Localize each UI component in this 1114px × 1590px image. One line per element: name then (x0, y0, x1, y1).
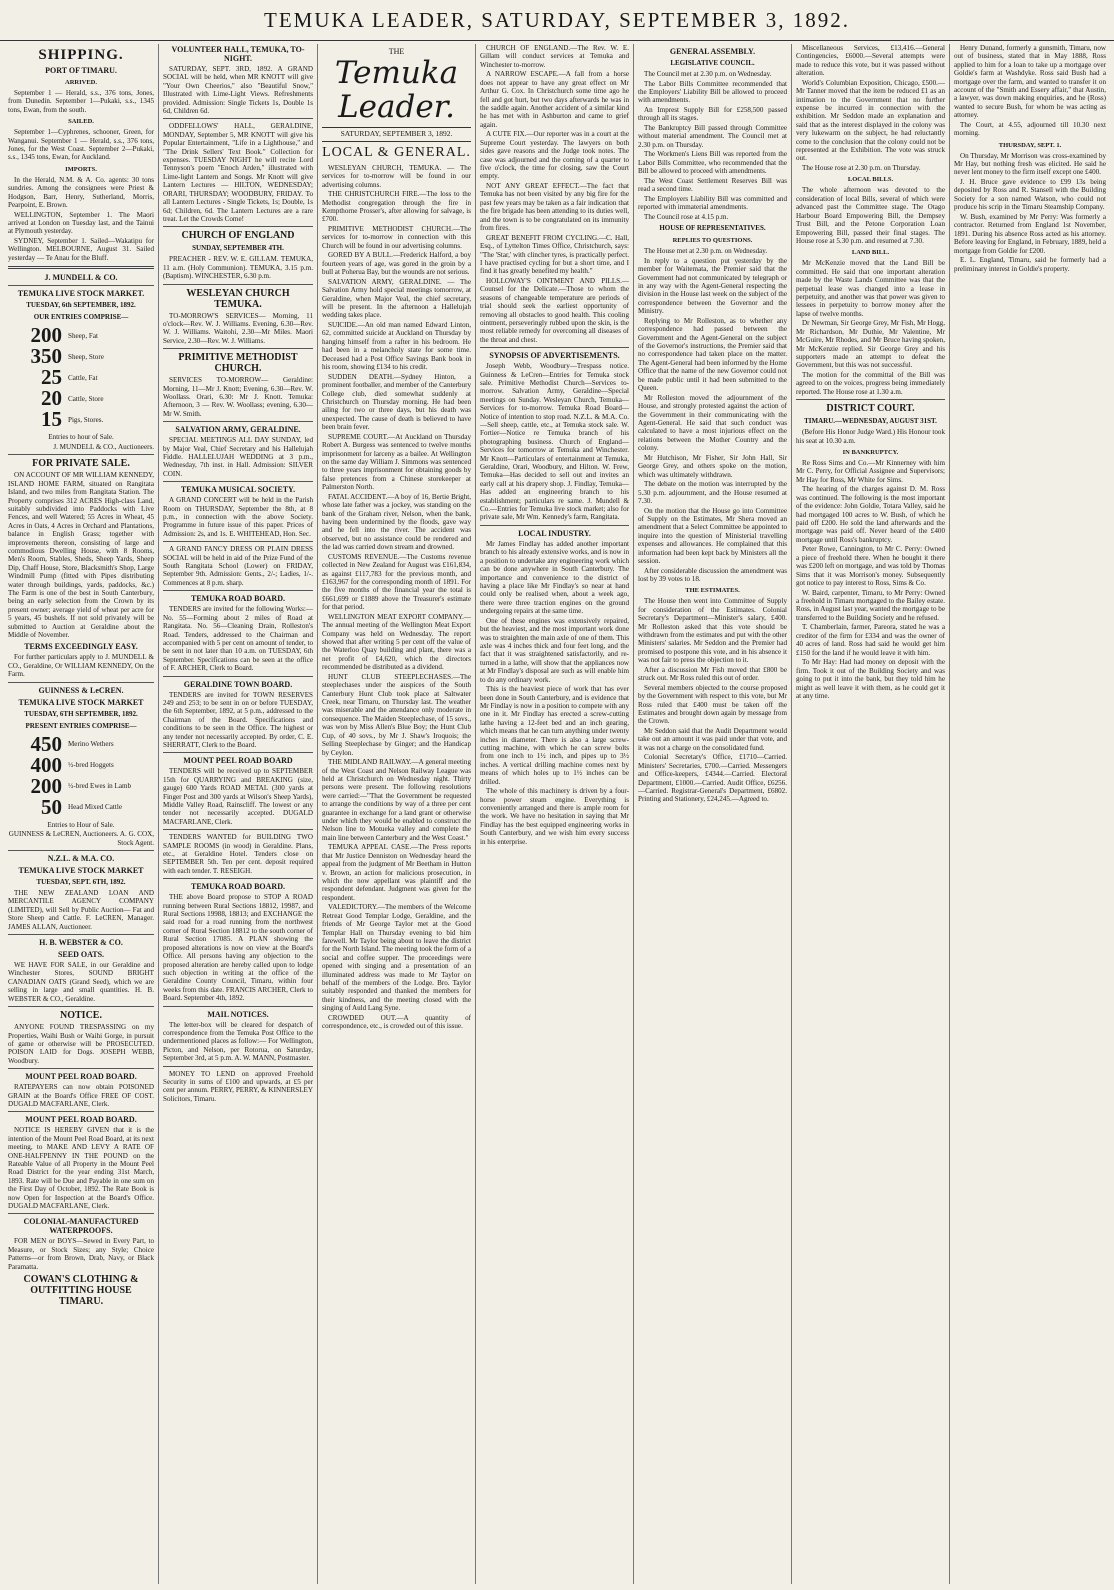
port-heading: PORT OF TIMARU. (45, 66, 117, 75)
mail-heading: MAIL NOTICES. (207, 1009, 269, 1019)
court-paragraph: On Thursday, Mr Morrison was cross-examined by Mr Hay, but nothing fresh was elicited. He said he never lent money to the firm itself except one £400. (954, 151, 1106, 177)
peel-tender-heading: MOUNT PEEL ROAD BOARD (183, 756, 293, 766)
local-industry-heading: LOCAL INDUSTRY. (518, 528, 591, 538)
house-paragraph: The House met at 2.30 p.m. on Wednesday. (644, 247, 768, 256)
colonial-text: FOR MEN or BOYS—Sewed in Every Part, to Measure, or Stock Sizes; any Style; Choice Patterns—or from Brown, Drab, Navy, or Black Paramatta. (8, 1237, 154, 1271)
column-rule (317, 44, 318, 1584)
house-paragraph: Mr Seddon said that the Audit Department would take out an amount it was paid under that vote, and it was not a charge on the consolidated fund. (638, 727, 787, 752)
entry-row: 200 Sheep, Fat (30, 323, 98, 348)
court-paragraph: T. Chamberlain, farmer, Pareora, stated he was a creditor of the firm for £334 and was the owner of 40 acres of land. Ross had said he would get him £150 for the land if he would leave it with him. (796, 623, 945, 657)
imports-text: In the Herald, N.M. & A. Co. agents: 30 tons sundries. Among the consignees were Priest & Hodgson, Barr, Henry, Sutherland, Morris, Pearpoint, E. Brown. (8, 175, 154, 210)
private-sale-heading: FOR PRIVATE SALE. (32, 458, 130, 470)
news-item: CHURCH OF ENGLAND.—The Rev. W. E. Gillam will conduct services at Temuka and Winchester to-morrow. (480, 44, 629, 69)
road-board-text: TENDERS are invited for the following Works:— No. 55—Forming about 2 miles of Road at Rangitata. No. 56—Cleaning Drain, Rolleston's Road. Tenders, addressed to the Chairman and accompanied with 5 per cent on amount of tender, to be sent in not later than 10 a.m. on TUESDAY, 6th September. Specifications can be seen at the office of F. ARCHER, Clerk to Board. (163, 605, 313, 673)
house-paragraph: Mr Hutchison, Mr Fisher, Sir John Hall, Sir George Grey, and others spoke on the motion, which was ultimately withdrawn. (638, 453, 787, 479)
council-paragraph: The Bankruptcy Bill passed through Committee without material amendment. The Council met at 2.30 p.m. on Thursday. (638, 124, 787, 149)
road-board-text-2: THE above Board propose to STOP A ROAD running between Rural Sections 18812, 19987, and Rural Sections 19988, 18813; and EXCHANGE the said road for a road running from the northwest corner of Rural Section 18812 to the south corner of Rural Section 17085. A PLAN showing the proposed alterations is now on view at the Board's Office. All persons having any objection to the proposed alteration are hereby called upon to lodge such objection in writing at the office of the Geraldine County Council, Timaru, within four weeks from this date. FRANCIS ARCHER, Clerk to Board. September 4th, 1892. (163, 893, 313, 1003)
peel-tender-text: TENDERS will be received up to SEPTEMBER 15th for QUARRYING and BREAKING (size, gauge) 600 Yards ROAD METAL (300 yards at Finger Post and 300 yards at Wilson's Sheep Yards), Middle Valley Road, Rainscliff. The lowest or any tender not necessarily accepted. DUGALD MACFARLANE, Clerk. (163, 767, 313, 826)
house-paragraph: Replying to Mr Rolleston, as to whether any correspondence had passed between the Government and the Agent-General on the subject of the Governor's instructions, the Premier said that no correspondence had taken place on the matter. The Agent-General had been informed by the Home Office that the name of the new Governor could not be made public until it had been submitted to the Queen. (638, 316, 787, 393)
news-item: HOLLOWAY'S OINTMENT AND PILLS.—Counsel for the Delicate.—Those to whom the seasons of changeable temperature are periods of trial should seek the earliest opportunity of removing all obstacles to good health. This cooling ointment, perseveringly rubbed upon the skin, is the most reliable remedy for overcoming all diseases of the throat and chest. (480, 276, 629, 344)
primitive-text: SERVICES TO-MORROW— Geraldine: Morning, 11—Mr J. Knott; Evening, 6.30—Rev. W. Woollass. Orari, 6.30: Mr J. Knott. Temuka: Afternoon, 3 — Rev. W. Woollass; evening, 6.30—Mr W. Smith. (163, 376, 313, 418)
private-sale-text: ON ACCOUNT OF MR WILLIAM KENNEDY, ISLAND HOME FARM, situated on Rangitata Island, and two miles from Rangitata Station. The Property comprises 312 ACRES High-class Land, suitably subdivided into Paddocks with Live Fences, and well Watered; 55 Acres in Wheat, 45 Acres in Oats, 4 Acres in Orchard and Plantations, balance in English Grass; together with improvements thereon, consisting of large and commodious Dwelling House, with 8 Rooms, Men's Room, Stables, Sheds, Sheep Yards, Sheep Dip, Chaff House, Store, Blacksmith's Shop, Large Windmill Pump (fitted with Pipes distributing water through buildings, yards, paddocks, &c.) The Farm is one of the best in South Canterbury, being an early selection from the Crown by its present owner; average yield of wheat per acre for 5 years, 45 bushels. If not sold privately will be submitted to Auction at Geraldine about the Middle of November. (8, 471, 154, 639)
synopsis-text: Joseph Webb, Woodbury—Trespass notice. Guinness & LeCren—Entries for Temuka stock sale. Primitive Methodist Church—Services to-morrow. Salvation Army, Geraldine—Special meetings on Sunday. Wesleyan Church, Temuka—Services for to-morrow. Temuka Road Board—Notice of intention to stop road. N.Z.L. & M.A. Co.—Sell sheep, cattle, etc., at Temuka stock sale. W. Fortier—Notice re Temuka branch of his photographing business. Church of England—Services for tomorrow at Temuka and Winchester. Mr Knott—Particulars of entertainment at Temuka, Geraldine, Orari, Woodbury, and Hilton. W. Frew, Temuka—Has decided to sell out and invites an early call at his drapery shop. J. Findlay, Temuka—Has added an engineering branch to his establishment; particulars re same. J. Mundell & Co.—Entries for Temuka live stock market; also for private sale, Mr Wm. Kennedy's farm, Rangitata. (480, 362, 629, 522)
mundell-signature: J. MUNDELL & CO., Auctioneers. (53, 442, 154, 451)
column-7 (954, 44, 1106, 1584)
industry-paragraph: The whole of this machinery is driven by a four-horse power steam engine. Everything is conveniently arranged and there is ample room for the work. We have no hesitation in saying that Mr Findlay has the best equipped engineering works in South Canterbury, and we wish him every success in his enterprise. (480, 787, 629, 846)
council-paragraph: The West Coast Settlement Reserves Bill was read a second time. (638, 176, 787, 194)
news-item: SALVATION ARMY, GERALDINE. — The Salvation Army hold special meetings tomorrow, at Geraldine, when Major Veal, the chief secretary, will be present. In the afternoon a Hallelujah wedding takes place. (322, 277, 471, 320)
masthead (0, 0, 1114, 41)
entries-heading: OUR ENTRIES COMPRISE— (33, 313, 129, 322)
house-paragraph: After a discussion Mr Fish moved that £800 be struck out. Mr Ross ruled this out of order. (638, 665, 787, 683)
imports-heading: IMPORTS. (65, 165, 97, 173)
stock-date-3: TUESDAY, SEPT. 6TH, 1892. (36, 878, 126, 887)
land-bill-heading: LAND BILL. (851, 249, 890, 257)
column-3 (322, 44, 471, 1584)
musical-heading: TEMUKA MUSICAL SOCIETY. (180, 485, 296, 495)
news-item: NOT ANY GREAT EFFECT.—The fact that Temuka has not been visited by any big fire for the past few years may be taken as a fair indication that the fire brigade has been attending to its duties well, and the town is to be congratulated on its immunity from fires. (480, 182, 629, 233)
cowan-heading: COWAN'S CLOTHING & OUTFITTING HOUSE TIMARU. (23, 1274, 139, 1308)
geraldine-board-heading: GERALDINE TOWN BOARD. (183, 679, 293, 689)
industry-paragraph: Mr James Findlay has added another important branch to his already extensive works, and is now in a position to undertake any engineering work which can be done anywhere in South Canterbury. The importance and convenience to the district of having a place like Mr Findlay's so near at hand could only be realised when, about a week ago, there were three traction engines on the ground undergoing repairs at the same time. (480, 539, 629, 616)
terms-text: For further particulars apply to J. MUNDELL & CO., Geraldine, Or WILLIAM KENNEDY, On the Farm. (8, 653, 154, 679)
column-6 (796, 44, 945, 1584)
house-paragraph: After considerable discussion the amendment was lost by 39 votes to 18. (638, 566, 787, 583)
sample-rooms-text: TENDERS WANTED for BUILDING TWO SAMPLE ROOMS (in wood) in Geraldine. Plans, etc., at Geraldine Hotel. Tenders close on SEPTEMBER 5th. Ten per cent. deposit required with each tender. T. RESEIGH. (163, 833, 313, 875)
column-rule (475, 44, 476, 1584)
arrived-text: September 1 — Herald, s.s., 376 tons, Jones, from Dunedin. September 1—Pukaki, s.s., 1345 tons, Ewan, from the south. (8, 89, 154, 114)
entry-row: 200 ½-bred Ewes in Lamb (30, 773, 132, 798)
seed-oats-heading: SEED OATS. (57, 950, 105, 960)
masthead-title: TEMUKA LEADER, SATURDAY, SEPTEMBER 3, 1892. (264, 8, 850, 32)
house-paragraph: In reply to a question put yesterday by the member for Waitemata, the Premier said that the Government had not communicated by telegraph or in any way with the Agent-General respecting the division in the House last week on the subject of the correspondence between the Governor and the Ministry. (638, 256, 787, 316)
church-text: PREACHER - REV. W. E. GILLAM. TEMUKA, 11 a.m. (Holy Communion). TEMUKA, 3.15 p.m. (Baptism). WINCHESTER, 6.30 p.m. (163, 255, 313, 281)
news-item: SUICIDE.—An old man named Edward Linton, 62, committed suicide at Auckland on Thursday by hanging himself from a rafter in his bedroom. He had been in a melancholy state for some time. Deceased had a Post Office Savings Bank book in his room, showing £134 to his credit. (322, 321, 471, 372)
entry-row: 50 Head Mixed Cattle (41, 794, 122, 819)
stock-market-heading-3: TEMUKA LIVE STOCK MARKET (18, 866, 144, 876)
assembly-paragraph: Mr McKenzie moved that the Land Bill be committed. He said that one important alteration made by the Waste Lands Committee was that the perpetual lease was changed into a lease in perpetuity, and another was that power was given to lessees in perpetuity to borrow money after the lapse of twelve months. (796, 259, 945, 318)
council-paragraph: An Imprest Supply Bill for £258,500 passed through all its stages. (638, 106, 787, 123)
dateline: SATURDAY, SEPTEMBER 3, 1892. (322, 127, 471, 141)
council-paragraph: The Council met at 2.30 p.m. on Wednesday. (644, 70, 772, 78)
column-rule (949, 44, 950, 1584)
notice-heading: NOTICE. (60, 1010, 102, 1022)
entry-row: 350 Sheep, Store (30, 344, 104, 369)
local-general-heading: LOCAL & GENERAL. (322, 144, 471, 160)
house-heading: HOUSE OF REPRESENTATIVES. (659, 224, 766, 233)
notice-text: ANYONE FOUND TRESPASSING on my Properties, Waihi Bush or Waihi Gorge, in pursuit of game or otherwise will be PROSECUTED. POISON LAID for Dogs. JOSEPH WEBB, Woodbury. (8, 1023, 154, 1065)
news-item: CUSTOMS REVENUE.—The Customs revenue collected in New Zealand for August was £161,834, as against £117,783 for the previous month, and £163,967 for the corresponding month of 1891. For the five months of the financial year the total is £661,699 or £1889 above the Treasurer's estimate for that period. (322, 552, 471, 612)
mail-text: The letter-box will be cleared for despatch of correspondence from the Temuka Post Office to the undermentioned places as follow:— For Wellington, Picton, and Nelson, per Rotorua, on Saturday, September 3rd, at 5 p.m. A. W. MANN, Postmaster. (163, 1020, 313, 1063)
stock-market-heading-2: TEMUKA LIVE STOCK MARKET (18, 697, 144, 707)
entries-list-1 (18, 325, 154, 430)
webster-heading: H. B. WEBSTER & CO. (39, 938, 123, 948)
council-paragraph: The Workmen's Liens Bill was reported from the Labor Bills Committee, who recommended that the Bill be allowed to proceed with amendments. (638, 150, 787, 176)
peel-board-heading-2: MOUNT PEEL ROAD BOARD. (25, 1115, 137, 1125)
hall-heading: VOLUNTEER HALL, TEMUKA, TO-NIGHT. (171, 45, 305, 63)
synopsis-heading: SYNOPSIS OF ADVERTISEMENTS. (489, 351, 620, 361)
oddfellows-text: ODDFELLOWS' HALL, GERALDINE, MONDAY, September 5, MR KNOTT will give his Popular Entertainment, "Life in a Lighthouse," and "The Drink Sellers' Text Book." Collection for expenses. TUESDAY NIGHT he will recite Lord Tennyson's poem "Enoch Arden," illustrated with Lime-light Lantern and Songs. Mr Knott will give Lantern Lectures — HILTON, WEDNESDAY; ORARI, THURSDAY; WOODBURY, FRIDAY. To all Lantern Lectures - Single Tickets, 1s; Double, 1s 6d; Children, 6d. The Lantern Lectures are a rare treat. Let the Crowds Come! (163, 122, 313, 223)
entry-row: 20 Cattle, Store (41, 386, 104, 411)
entries-heading-2: PRESENT ENTRIES COMPRISE— (25, 721, 137, 730)
column-5 (638, 44, 787, 1584)
local-bills-heading: LOCAL BILLS. (847, 176, 894, 184)
nzl-text: THE NEW ZEALAND LOAN AND MERCANTILE AGENCY COMPANY (LIMITED), will Sell by Public Auction— Fat and Store Sheep and Cattle. F. LeCREN, Manager. JAMES ALLAN, Auctioneer. (8, 889, 154, 931)
arrived-heading: ARRIVED. (65, 79, 97, 86)
stock-market-heading: TEMUKA LIVE STOCK MARKET. (17, 289, 145, 299)
sydney-text: SYDNEY, September 1. Sailed—Wakatipu for Wellington. MELBOURNE, August 31. Sailed yesterday — Te Anau for the Bluff. (8, 237, 154, 262)
guinness-heading: GUINNESS & LeCREN. (38, 685, 124, 695)
court-paragraph: Henry Dunand, formerly a gunsmith, Timaru, now out of business, stated that in May 1888, Ross applied to him for a loan to take up a mortgage over Goldie's farm at Washdyke. Ross said Bush had a mortgage over the farm, and wanted to transfer it on account of the "Smith and Essery affair," that Austin, a lawyer, was down making enquiries, and he (Ross) wanted to secure Bush, for whom he was acting as attorney. (954, 44, 1106, 120)
money-text: MONEY TO LEND on approved Freehold Security in sums of £100 and upwards, at £5 per cent per annum. PERRY, PERRY, & KINNERSLEY Solicitors, Timaru. (163, 1069, 313, 1103)
news-item: A NARROW ESCAPE.—A fall from a horse does not appear to have any great effect on Mr Arthur G. Cox. In Christchurch some time ago he fell and got hurt, but two days afterwards he was in the saddle again. Another accident of a similar kind he has met with in Ashburton and came to grief again. (480, 70, 629, 129)
council-heading: LEGISLATIVE COUNCIL. (670, 59, 755, 67)
news-item: CROWDED OUT.—A quantity of correspondence, etc., is crowded out of this issue. (322, 1013, 471, 1031)
primitive-heading: PRIMITIVE METHODIST CHURCH. (178, 352, 298, 375)
court-paragraph: Re Ross Sims and Co.—Mr Kinnerney with him Mr C. Perry, for Official Assignee and Supervisors; Mr Hay for Ross, Mr White for Sims. (796, 459, 945, 484)
fancy-dress-text: A GRAND FANCY DRESS OR PLAIN DRESS SOCIAL will be held in aid of the Prize Fund of the South Rangitata School (Lower) on FRIDAY, September 9th. Admission: Gents., 2/-; Ladies, 1/-. Commences at 8 p.m. sharp. (163, 545, 313, 587)
news-item: FATAL ACCIDENT.—A boy of 16, Bertie Bright, whose late father was a jockey, was standing on the bank of the Graham river, Nelson, when the bank, having been undermined by the floods, gave way and he fell into the river. The accident was observed, but no assistance could be rendered and the lad was carried down stream and drowned. (322, 492, 471, 552)
thursday-heading: THURSDAY, SEPT. 1. (998, 141, 1062, 149)
paper-title (322, 48, 471, 124)
terms-heading: TERMS EXCEEDINGLY EASY. (24, 642, 138, 652)
replies-heading: REPLIES TO QUESTIONS. (672, 237, 753, 245)
house-paragraph: Colonial Secretary's Office, £1710—Carried. Ministers' Secretaries, £700.—Carried. Messengers and Office-keepers, £4344.—Carried. Electoral Department, £1000.—Carried. Audit Office, £6256.—Carried. Registrar-General's Department, £6802. Printing and Stationery, £24,245.—Agreed to. (638, 753, 787, 804)
court-paragraph: Peter Rowe, Cannington, to Mr C. Perry: Owned a piece of freehold there. When he bought it there was £200 left on mortgage, and was told by Thomas Sims that it was Morrison's money. Subsequently got notice to pay interest to Ross, Sims & Co. (796, 545, 945, 588)
entry-row: 25 Cattle, Fat (41, 365, 98, 390)
column-1 (8, 44, 154, 1584)
church-date: SUNDAY, SEPTEMBER 4TH. (192, 244, 284, 253)
title-the: THE (388, 47, 405, 56)
road-board-heading: TEMUKA ROAD BOARD. (190, 594, 285, 604)
news-item: VALEDICTORY.—The members of the Welcome Retreat Good Templar Lodge, Geraldine, and the friends of Mr George Taylor met at the Good Templar Hall on Thursday evening to bid him farewell. Mr Taylor being about to leave the district for the North Island. The meeting took the form of a social and coffee supper. The proceedings were opened with singing and a presentation of an illuminated address was made to Mr Taylor on behalf of the members of the Lodge. Bro. Taylor suitably responded and thanked the members for their kindness, and the meeting closed with the singing of Auld Lang Syne. (322, 903, 471, 1013)
industry-paragraph: This is the heaviest piece of work that has ever been done in South Canterbury, and is evidence that Mr Findlay is now in a position to compete with any one in it. Mr Findlay has erected a screw-cutting lathe having a 12-feet bed and an inch gearing, which means that he can turn anything under twenty inches in diameter. There is also a large screw-cutting machine, with which he can screw bolts from one inch to 1½ inch, and pipes up to 3½ inches. A vertical drilling machine comes next by means of which holes up to 1½ inches can be drilled. (480, 685, 629, 786)
bankruptcy-heading: IN BANKRUPTCY. (842, 449, 899, 456)
council-paragraph: The Employers Liability Bill was committed and reported with immaterial amendments. (638, 194, 787, 212)
wellington-text: WELLINGTON, September 1. The Maori arrived at London on Tuesday last, and the Tainui at Plymouth yesterday. (8, 210, 154, 236)
entry-row: 450 Merino Wethers (30, 731, 114, 756)
column-2 (163, 44, 313, 1584)
assembly-paragraph: World's Columbian Exposition, Chicago, £500.—Mr Tanner moved that the item be reduced £1 as an intimation to the Government that no further expense be incurred in connection with the exhibition. Mr Seddon made an explanation and said that as the interest displayed in the colony was very lukewarm on the subject, he had reluctantly come to the conclusion that the colony could not be represented at the Exhibition. The vote was struck out. (796, 78, 945, 163)
paper-name: Temuka Leader. (334, 55, 459, 126)
mundell-heading: J. MUNDELL & CO. (44, 273, 118, 283)
news-item: TEMUKA APPEAL CASE.—The Press reports that Mr Justice Denniston on Wednesday heard the appeal from the judgment of Mr Beetham in Hutton v. Brown, an action for malicious prosecution, in which the now appellant was plaintiff and the respondent defendant. Judgment was given for the respondent. (322, 843, 471, 902)
wesleyan-text: TO-MORROW'S SERVICES— Morning, 11 o'clock—Rev. W. J. Williams. Evening, 6.30—Rev. W. J. Williams. Waitohi, 2.30—Mr Miles. Maori Service, 2.30—Rev. W. J. Williams. (163, 311, 313, 345)
musical-text: A GRAND CONCERT will be held in the Parish Room on THURSDAY, September the 8th, at 8 p.m., in connection with the above Society. Programme in future issue of this paper. Prices of Admission: 2s, and 1s. E. WHITEHEAD, Hon. Sec. (163, 496, 313, 538)
entry-row: 400 ½-bred Hoggets (30, 752, 114, 777)
sailed-text: September 1—Cyphrenes, schooner, Green, for Wanganui. September 1 — Herald, s.s., 376 tons, Jones, for the West Coast. September 2—Pukaki, s.s., 1345 tons, Ewan, for Auckland. (8, 128, 154, 162)
council-paragraph: The Council rose at 4.15 p.m. (644, 212, 729, 221)
road-board-heading-2: TEMUKA ROAD BOARD. (190, 882, 285, 892)
entry-row: 15 Pigs, Stores. (41, 407, 104, 432)
assembly-heading: GENERAL ASSEMBLY. (669, 47, 756, 56)
shipping-heading: SHIPPING. (38, 47, 124, 63)
salvation-text: SPECIAL MEETINGS ALL DAY SUNDAY, led by Major Veal, Chief Secretary and his Hallelujah Fiddle. HALLELUJAH WEDDING at 3 p.m., Wednesday, 7th inst. in Hall. Admission: SILVER COIN. (163, 436, 313, 478)
news-item: SUPREME COURT.—At Auckland on Thursday Robert A. Burgess was sentenced to twelve months imprisonment for larceny as a bailee. At Wellington on the same day William J. Simmons was sentenced to three years imprisonment for obtaining goods by false pretences from a Chinese storekeeper at Palmerston North. (322, 432, 471, 492)
house-paragraph: Several members objected to the course proposed by the Government with respect to this vote, but Mr Ross ruled that £400 must be taken off the Estimates and brought down again by message from the Crown. (638, 683, 787, 726)
news-item: WELLINGTON MEAT EXPORT COMPANY.—The annual meeting of the Wellington Meat Export Company was held on Wednesday. The report showed that after writing 5 per cent off the value of the Waterloo Quay building and plant, there was a net profit of £4,620, which the directors recommended be distributed as a dividend. (322, 612, 471, 672)
assembly-paragraph: The House rose at 2.30 p.m. on Thursday. (802, 164, 921, 173)
entries-note-2: Entries to Hour of Sale. (47, 820, 115, 829)
news-item: GREAT BENEFIT FROM CYCLING.—C. Hall, Esq., of Lyttelton Times Office, Christchurch, says: "The 'Star,' with clincher tyres, is practically perfect. I have practised cycling for but a short time, and I find it has greatly benefited my health." (480, 233, 629, 276)
assembly-paragraph: The motion for the committal of the Bill was agreed to on the voices, progress being immediately reported. The House rose at 1.30 a.m. (796, 370, 945, 396)
news-item: GORED BY A BULL.—Frederick Halford, a boy fourteen years of age, was gored in the groin by a bull at Poherua Bay, but the wounds are not serious. (322, 251, 471, 277)
court-paragraph: The Court, at 4.55, adjourned till 10.30 next morning. (954, 120, 1106, 138)
court-date: TIMARU.—WEDNESDAY, AUGUST 31ST. (804, 417, 937, 426)
house-paragraph: The debate on the motion was interrupted by the 5.30 p.m. adjournment, and the House resumed at 7.30. (638, 480, 787, 505)
peel-board-text-2: NOTICE IS HEREBY GIVEN that it is the intention of the Mount Peel Road Board, at its next meeting, to MAKE AND LEVY A RATE OF ONE-HALFPENNY IN THE POUND on the Rateable Value of all Property in the Mount Peel Road District for the year ending 31st March, 1893. Rate will be Due and Payable in one sum on the First Day of October, 1892. The Rate Book is now Open for Inspection at the Board's Office. DUGALD MACFARLANE, Clerk. (8, 1126, 154, 1210)
wesleyan-heading: WESLEYAN CHURCH TEMUKA. (186, 287, 290, 310)
house-paragraph: The House then went into Committee of Supply for consideration of the Estimates. Colonial Secretary's Department—Minister's salary, £400. Mr Rolleston asked that this vote should be withdrawn from the estimates and put with the other Ministers' salaries. Mr Seddon and the Premier had promised to postpone this vote, and in his absence it was not fair to press the objection to it. (638, 597, 787, 665)
court-paragraph: E. L. England, Timaru, said he formerly had a preliminary interest in Goldie's property. (954, 256, 1106, 273)
council-paragraph: The Labor Bills Committee recommended that the Employers' Liability Bill be allowed to proceed with amendments. (638, 79, 787, 105)
assembly-paragraph: Dr Newman, Sir George Grey, Mr Fish, Mr Hogg, Mr Richardson, Mr Duthie, Mr Valentine, Mr McGuire, Mr Rhodes, and Mr Bruce having spoken, Mr McKenzie replied. Sir George Grey and his supporters made an attempt to defeat the Government, but this was not successful. (796, 319, 945, 370)
entries-note: Entries to hour of Sale. (48, 433, 114, 442)
assembly-paragraph: Miscellaneous Services, £13,416.—General Contingencies, £6000.—Several attempts were made to reduce this vote, but it was passed without alteration. (796, 44, 945, 78)
column-4 (480, 44, 629, 1584)
court-paragraph: (Before His Honor Judge Ward.) His Honour took his seat at 10.30 a.m. (796, 428, 945, 445)
news-item: SUDDEN DEATH.—Sydney Hinton, a prominent footballer, and member of the Canterbury College club, died somewhat suddenly at Christchurch on Thursday morning. He had been ailing for two or three days, but his death was unexpected. The cause of death is believed to have been brain fever. (322, 372, 471, 432)
newspaper-page (8, 44, 1108, 1584)
news-item: THE CHRISTCHURCH FIRE.—The loss to the Methodist congregation through the fire in Kempthorne Prosser's, after allowing for salvage, is £700. (322, 190, 471, 224)
column-rule (633, 44, 634, 1584)
church-heading: CHURCH OF ENGLAND (181, 230, 295, 242)
industry-paragraph: One of these engines was extensively repaired, but the heaviest, and the most important work done was to straighten the main axle of one of them. This axle was 4 inches thick and four feet long, and the fact that it was straightened satisfactorily, and re-turned in a lathe, will show that the appliances now at Mr Findlay's disposal are such as will enable him to do any ordinary work. (480, 616, 629, 684)
court-paragraph: The hearing of the charges against D. M. Ross was continued. The following is the most important of the evidence: John Goldie, Totara Valley, said he had mortgaged 100 acres to W. Bush, of which he paid off £200. He sold the land afterwards and the mortgage was paid off. Never heard of the £400 mortgage until Ross's bankruptcy. (796, 485, 945, 544)
news-item: HUNT CLUB STEEPLECHASES.—The steeplechases under the auspices of the South Canterbury Hunt Club took place at Saltwater Creek, near Timaru, on Thursday last. The weather was miserable and the attendance only moderate in consequence. The Maiden Steeplechase, of 15 sovs., was won by Miss Allen's Blue Boy; the Hunt Club Cup, of 40 sovs., by Mr J. Shaw's Iroquois; the Selling Steeplechase by Ginger; and the Handicap by Ceylon. (322, 672, 471, 757)
column-rule (158, 44, 159, 1584)
seed-oats-text: WE HAVE FOR SALE, in our Geraldine and Winchester Stores, SOUND BRIGHT CANADIAN OATS (Grand Seed), which we are selling in large and small quantities. H. B. WEBSTER & CO., Geraldine. (8, 961, 154, 1003)
column-rule (791, 44, 792, 1584)
court-paragraph: To Mr Hay: Had had money on deposit with the firm. Took it out of the Building Society and was going to put it into the bank, but they told him he might as well leave it with them, as he could get it at any time. (796, 658, 945, 700)
hall-text: SATURDAY, SEPT. 3RD, 1892. A GRAND SOCIAL will be held, when MR KNOTT will give "Your Own Cheerios," also "Beautiful Snow," Illustrated with Lime-Light Views. Refreshments provided. Admission: Single Tickets 1s, Double 1s 6d, Children 6d. (163, 65, 313, 116)
guinness-signature: GUINNESS & LeCREN, Auctioneers. A. G. COX, Stock Agent. (8, 830, 154, 847)
house-paragraph: Mr Rolleston moved the adjournment of the House, and strongly protested against the action of the Government in their communicating with the Agent-General. He said that such conduct was calculated to have a most injurious effect on the relations between the Mother Country and the colony. (638, 393, 787, 453)
entries-list-2 (18, 731, 154, 819)
assembly-paragraph: The whole afternoon was devoted to the consideration of local Bills, several of which were advanced past the Committee stage. The Otago Harbour Board Empowering Bill, the Dempsey Trust Bill, and the Petone Corporation Loan Empowering Bill, passed their final stages. The House rose at 5.30 p.m. and resumed at 7.30. (796, 186, 945, 245)
peel-board-text: RATEPAYERS can now obtain POISONED GRAIN at the Board's Office FREE OF COST. DUGALD MACFARLANE, Clerk. (8, 1083, 154, 1108)
house-paragraph: On the motion that the House go into Committee of Supply on the Estimates, Mr Shera moved an amendment that a Select Committee be appointed to inquire into the question of Ministerial travelling expenses and allowances. He complained that this information had been kept back by Ministers all the session. (638, 506, 787, 565)
geraldine-board-text: TENDERS are invited for TOWN RESERVES 249 and 253; to be sent in on or before TUESDAY, the 6th September, 1892, at 5 p.m., addressed to the Chairman of the Board. Specifications and conditions to be seen in the Office. The highest or any tender not necessarily accepted. By order, C. E. SHERRATT, Clerk to the Board. (163, 690, 313, 749)
court-paragraph: J. H. Bruce gave evidence to £99 13s being deposited by Ross and R. Stansell with the Building Society for a son named Watson, who could not produce his scrip in the Timaru Steamship Company. (954, 178, 1106, 212)
court-paragraph: W. Baird, carpenter, Timaru, to Mr Perry: Owned a freehold in Timaru mortgaged to the Bailey estate. Ross, in August last year, wanted the mortgage to be transferred to the Building Society and he refused. (796, 588, 945, 622)
news-item: WESLEYAN CHURCH, TEMUKA. — The services for to-morrow will be found in our advertising columns. (322, 163, 471, 189)
sailed-heading: SAILED. (68, 118, 94, 126)
peel-board-heading: MOUNT PEEL ROAD BOARD. (25, 1072, 137, 1082)
nzl-heading: N.Z.L. & M.A. CO. (47, 854, 115, 864)
estimates-heading: THE ESTIMATES. (685, 587, 740, 595)
stock-date-2: TUESDAY, 6TH SEPTEMBER, 1892. (24, 709, 138, 718)
colonial-heading: COLONIAL-MANUFACTURED WATERPROOFS. (23, 1217, 139, 1236)
salvation-heading: SALVATION ARMY, GERALDINE. (175, 425, 301, 435)
court-paragraph: W. Bush, examined by Mr Perry: Was formerly a contractor. Returned from England 1st November, 1891. During his absence Ross acted as his attorney. Before leaving for England, in February, 1889, held a mortgage from Goldie for £200. (954, 212, 1106, 255)
district-court-heading: DISTRICT COURT. (826, 403, 915, 415)
news-item: THE MIDLAND RAILWAY.—A general meeting of the West Coast and Nelson Railway League was held at Christchurch on Wednesday night. Thirty persons were present. The following resolutions were carried:—"That the Government be requested to arrange the conditions by way of a three per cent guarantee in exchange for a land grant or otherwise under which they would be enabled to construct the Nelson line to Motueka valley and complete the main line between Canterbury and the West Coast." (322, 758, 471, 842)
news-item: A CUTE FIX.—Our reporter was in a court at the Supreme Court yesterday. The lawyers on both sides gave reasons and the Judge took notes. The case was adjourned and the coming of a quarter to five o'clock, the time for closing, saw the Court empty. (480, 130, 629, 181)
stock-date: TUESDAY, 6th SEPTEMBER, 1892. (26, 301, 136, 310)
news-item: PRIMITIVE METHODIST CHURCH.—The services for to-morrow in connection with this Church will be found in our advertising columns. (322, 225, 471, 250)
